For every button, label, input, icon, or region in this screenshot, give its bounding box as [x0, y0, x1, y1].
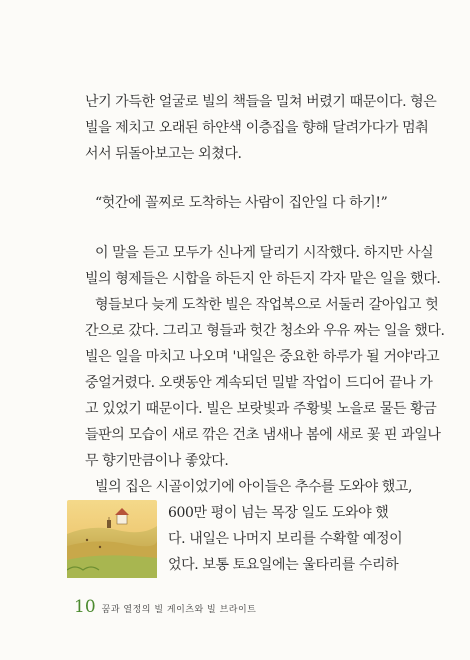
text-line: 빌은 일을 마치고 나오며 '내일은 중요한 하루가 될 거야'라고: [85, 349, 440, 365]
page-number: 10: [74, 597, 96, 617]
text-line: 빌의 집은 시골이었기에 아이들은 추수를 도와야 했고,: [95, 479, 413, 495]
text-line: 600만 평이 넘는 목장 일도 도와야 했: [168, 505, 389, 521]
text-line: 난기 가득한 얼굴로 빌의 책들을 밀쳐 버렸기 때문이다. 형은: [85, 94, 437, 110]
page-footer: [74, 597, 256, 617]
quoted-dialogue: “헛간에 꼴찌로 도착하는 사람이 집안일 다 하기!”: [95, 195, 388, 211]
text-line: 고 있었기 때문이다. 빌은 보랏빛과 주황빛 노을로 물든 황금: [85, 401, 437, 417]
text-line: 었다. 보통 토요일에는 울타리를 수리하: [168, 557, 399, 573]
farm-field-illustration: [67, 500, 157, 578]
text-line: 이 말을 듣고 모두가 신나게 달리기 시작했다. 하지만 사실: [95, 245, 434, 261]
text-line: 무 향기만큼이나 좋았다.: [85, 453, 229, 469]
text-line: 서서 뒤돌아보고는 외쳤다.: [85, 146, 242, 162]
running-title: 꿈과 열정의 빌 게이츠와 빌 브라이트: [101, 605, 257, 615]
text-line: 중얼거렸다. 오랫동안 계속되던 밀밭 작업이 드디어 끝나 가: [85, 375, 433, 391]
text-line: 빌의 형제들은 시합을 하든지 안 하든지 각자 맡은 일을 했다.: [85, 271, 441, 287]
text-line: 빌을 제치고 오래된 하얀색 이층집을 향해 달려가다가 멈춰: [85, 120, 429, 136]
text-line: 다. 내일은 나머지 보리를 수확할 예정이: [168, 531, 403, 547]
text-line: 형들보다 늦게 도착한 빌은 작업복으로 서둘러 갈아입고 헛: [95, 297, 439, 313]
text-line: 간으로 갔다. 그리고 형들과 헛간 청소와 우유 짜는 일을 했다.: [85, 323, 445, 339]
text-line: 들판의 모습이 새로 깎은 건초 냄새나 봄에 새로 꽃 핀 과일나: [85, 427, 441, 443]
